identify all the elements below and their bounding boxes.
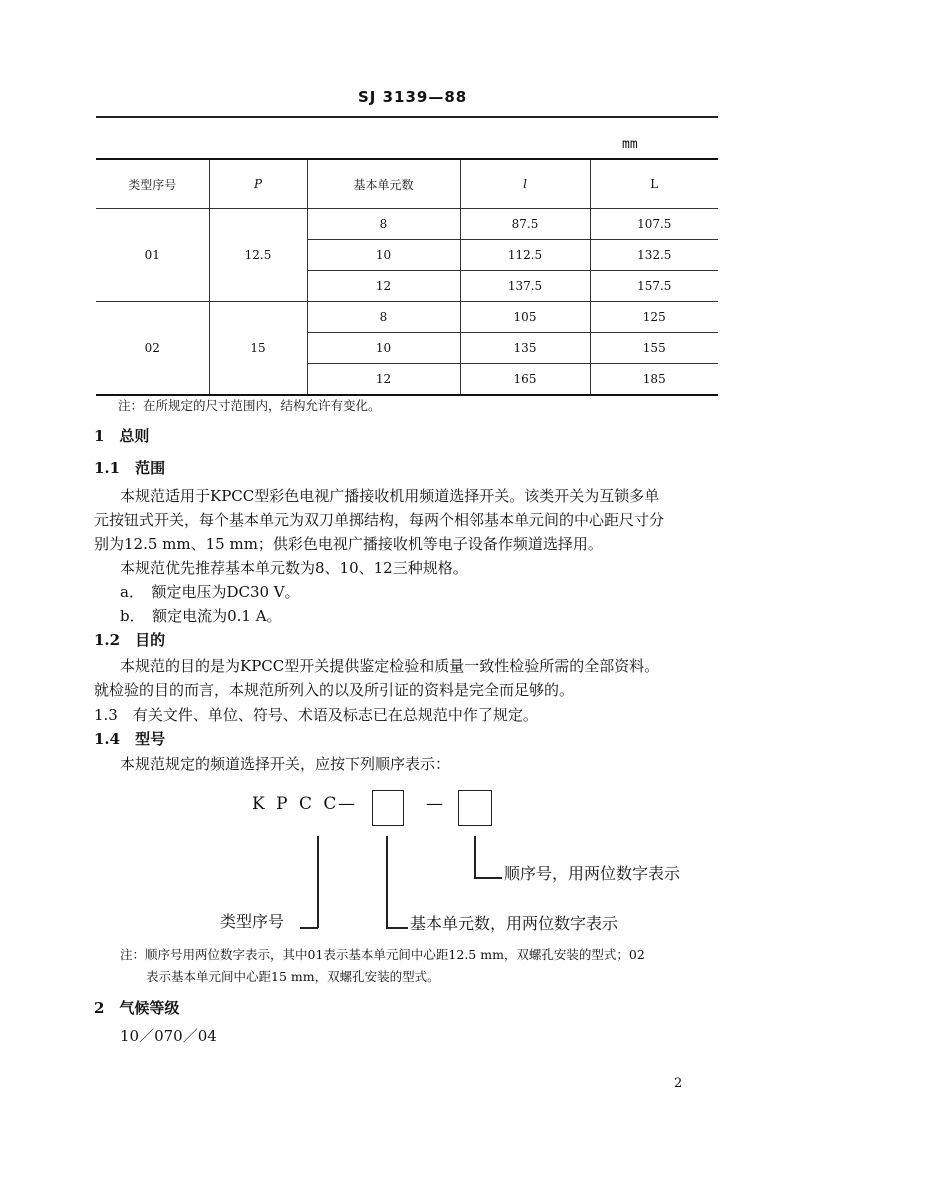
- header-l-small: l: [460, 159, 590, 209]
- cell-type: 01: [96, 209, 209, 302]
- units-connector-v: [386, 836, 388, 928]
- para-scope-line3: 别为12.5 mm、15 mm；供彩色电视广播接收机等电子设备作频道选择用。: [94, 535, 603, 553]
- table-row: [96, 209, 718, 240]
- cell-L: 107.5: [590, 209, 718, 240]
- section-2-title: 2 气候等级: [94, 999, 180, 1017]
- para-scope-line1: 本规范适用于KPCC型彩色电视广播接收机用频道选择开关。该类开关为互锁多单: [120, 487, 660, 505]
- cell-p: 15: [209, 302, 307, 396]
- para-model: 本规范规定的频道选择开关，应按下列顺序表示：: [120, 755, 451, 773]
- header-l-large: L: [590, 159, 718, 209]
- dimension-table: [96, 158, 718, 396]
- header-p: P: [209, 159, 307, 209]
- section-1-4-title: 1.4 型号: [94, 730, 166, 748]
- cell-units: 10: [307, 333, 460, 364]
- section-1-3: 1.3 有关文件、单位、符号、术语及标志已在总规范中作了规定。: [94, 706, 538, 724]
- model-dash-1: —: [338, 794, 355, 814]
- cell-L: 157.5: [590, 271, 718, 302]
- seq-connector-h: [474, 877, 502, 879]
- cell-l: 137.5: [460, 271, 590, 302]
- cell-l: 105: [460, 302, 590, 333]
- cell-l: 165: [460, 364, 590, 396]
- type-connector-h: [300, 927, 318, 929]
- header-rule: [96, 116, 718, 118]
- cell-l: 135: [460, 333, 590, 364]
- cell-l: 112.5: [460, 240, 590, 271]
- climate-class: 10／070／04: [120, 1027, 217, 1045]
- cell-p: 12.5: [209, 209, 307, 302]
- seq-box: [458, 790, 492, 826]
- note-model-line2: 表示基本单元间中心距15 mm，双螺孔安装的型式。: [146, 969, 440, 984]
- para-purpose-line1: 本规范的目的是为KPCC型开关提供鉴定检验和质量一致性检验所需的全部资料。: [120, 657, 660, 675]
- cell-units: 10: [307, 240, 460, 271]
- cell-l: 87.5: [460, 209, 590, 240]
- table-header-row: [96, 159, 718, 209]
- label-units: 基本单元数，用两位数字表示: [410, 914, 619, 933]
- section-1-2-title: 1.2 目的: [94, 631, 166, 649]
- cell-units: 12: [307, 271, 460, 302]
- type-connector-v: [317, 836, 319, 928]
- cell-type: 02: [96, 302, 209, 396]
- units-box: [372, 790, 404, 826]
- units-connector-h: [386, 927, 408, 929]
- cell-L: 185: [590, 364, 718, 396]
- cell-units: 8: [307, 209, 460, 240]
- para-recommend: 本规范优先推荐基本单元数为8、10、12三种规格。: [120, 559, 468, 577]
- cell-units: 12: [307, 364, 460, 396]
- table-unit: mm: [622, 137, 638, 152]
- section-1-title: 1 总则: [94, 427, 150, 445]
- seq-connector-v: [474, 836, 476, 878]
- para-scope-line2: 元按钮式开关，每个基本单元为双刀单掷结构，每两个相邻基本单元间的中心距尺寸分: [94, 511, 665, 529]
- model-dash-2: —: [426, 794, 443, 814]
- item-b: b． 额定电流为0.1 A。: [120, 607, 282, 625]
- item-a: a． 额定电压为DC30 V。: [120, 583, 300, 601]
- page-number: 2: [674, 1076, 683, 1091]
- cell-units: 8: [307, 302, 460, 333]
- note-model-line1: 注：顺序号用两位数字表示，其中01表示基本单元间中心距12.5 mm，双螺孔安装的型式；02: [120, 947, 645, 962]
- label-sequence: 顺序号，用两位数字表示: [504, 864, 681, 883]
- table-row: [96, 302, 718, 333]
- label-type: 类型序号: [220, 912, 285, 931]
- document-code: SJ 3139—88: [358, 88, 468, 106]
- section-1-1-title: 1.1 范围: [94, 459, 166, 477]
- cell-L: 155: [590, 333, 718, 364]
- cell-L: 125: [590, 302, 718, 333]
- model-prefix: K P C C: [252, 794, 340, 814]
- table-note: 注：在所规定的尺寸范围内，结构允许有变化。: [118, 398, 381, 413]
- header-type: 类型序号: [96, 159, 209, 209]
- para-purpose-line2: 就检验的目的而言，本规范所列入的以及所引证的资料是完全而足够的。: [94, 681, 575, 699]
- header-units: 基本单元数: [307, 159, 460, 209]
- cell-L: 132.5: [590, 240, 718, 271]
